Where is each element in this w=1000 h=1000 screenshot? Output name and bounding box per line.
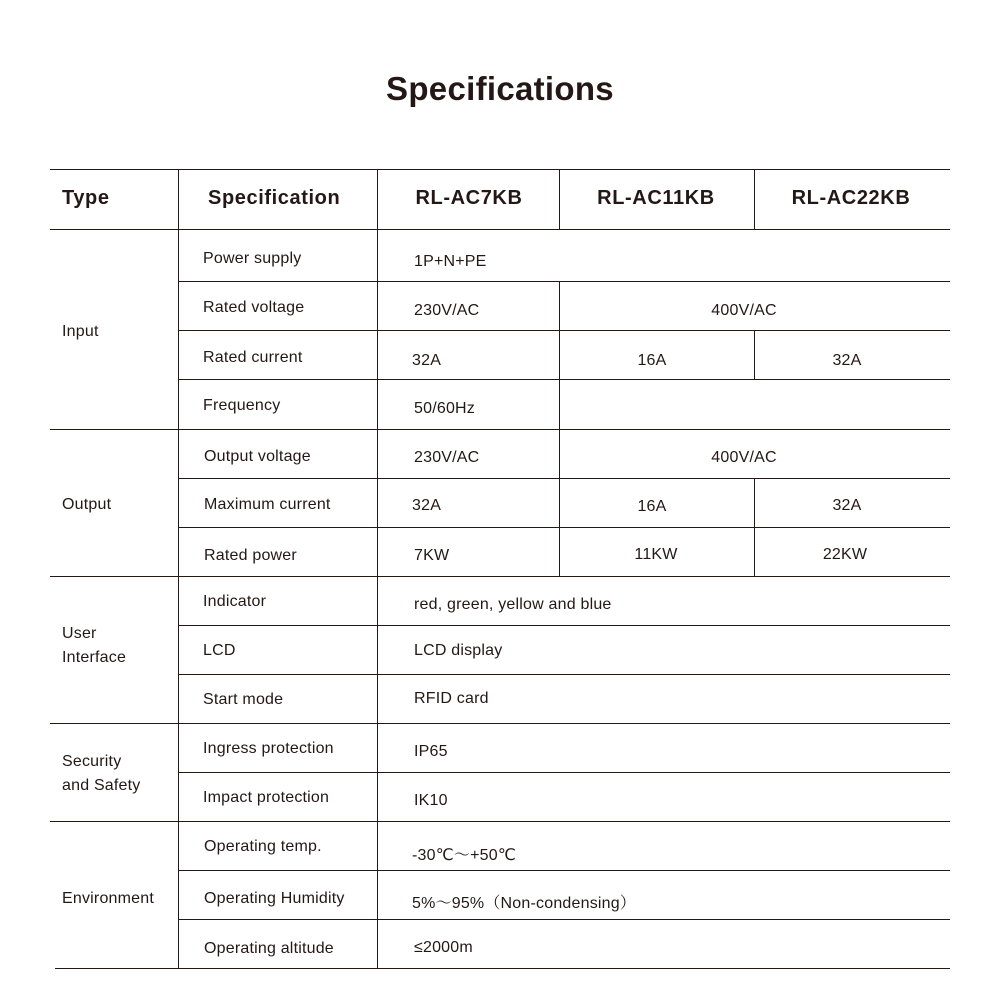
value-operating-humidity: 5%～95%（Non-condensing） [412, 895, 637, 912]
group-divider [50, 429, 950, 430]
value-maximum-current-22kb: 32A [832, 497, 862, 514]
row-divider [178, 772, 950, 773]
row-divider [178, 870, 950, 871]
table-top-border [50, 169, 950, 170]
label-operating-humidity: Operating Humidity [204, 890, 345, 907]
value-ingress-protection: IP65 [414, 743, 448, 760]
value-power-supply: 1P+N+PE [414, 253, 487, 270]
group-user-interface-line-2: Interface [62, 649, 127, 666]
value-rated-current-11kb: 16A [637, 352, 667, 369]
column-divider [754, 330, 755, 379]
label-operating-temp: Operating temp. [204, 838, 322, 855]
row-divider [178, 919, 950, 920]
column-divider [754, 170, 755, 229]
value-operating-temp: -30℃～+50℃ [412, 847, 517, 864]
label-power-supply: Power supply [203, 250, 302, 267]
header-model-rl-ac22kb: RL-AC22KB [791, 187, 911, 209]
label-rated-power: Rated power [204, 547, 297, 564]
value-indicator: red, green, yellow and blue [414, 596, 612, 613]
label-start-mode: Start mode [203, 691, 284, 708]
header-type: Type [62, 187, 110, 209]
value-output-voltage-11-22kb: 400V/AC [711, 449, 777, 466]
group-security-and-safety [62, 750, 141, 798]
label-rated-current: Rated current [203, 349, 303, 366]
group-environment: Environment [62, 890, 155, 907]
label-impact-protection: Impact protection [203, 789, 330, 806]
value-operating-altitude: ≤2000m [414, 939, 473, 956]
value-output-voltage-7kb: 230V/AC [414, 449, 480, 466]
table-bottom-border [55, 968, 950, 969]
value-impact-protection: IK10 [414, 792, 448, 809]
label-ingress-protection: Ingress protection [203, 740, 334, 757]
value-rated-power-11kb: 11KW [634, 546, 678, 563]
value-rated-current-22kb: 32A [832, 352, 862, 369]
value-rated-power-7kb: 7KW [414, 547, 450, 564]
row-divider [178, 674, 950, 675]
row-divider [178, 330, 950, 331]
label-operating-altitude: Operating altitude [204, 940, 334, 957]
header-specification: Specification [208, 187, 341, 209]
row-divider [178, 527, 950, 528]
value-rated-voltage-7kb: 230V/AC [414, 302, 480, 319]
column-divider [178, 170, 179, 968]
value-rated-power-22kb: 22KW [822, 546, 868, 563]
row-divider [178, 281, 950, 282]
value-rated-current-7kb: 32A [412, 352, 442, 369]
label-output-voltage: Output voltage [204, 448, 311, 465]
group-input: Input [62, 323, 99, 340]
page-title: Specifications [386, 70, 614, 107]
label-indicator: Indicator [203, 593, 267, 610]
row-divider [178, 625, 950, 626]
value-maximum-current-11kb: 16A [637, 498, 667, 515]
header-bottom-border [50, 229, 950, 230]
label-frequency: Frequency [203, 397, 281, 414]
group-user-interface-line-1: User [62, 625, 97, 642]
value-lcd: LCD display [414, 642, 503, 659]
row-divider [178, 379, 950, 380]
label-rated-voltage: Rated voltage [203, 299, 305, 316]
column-divider [559, 170, 560, 229]
row-divider [178, 478, 950, 479]
header-model-rl-ac11kb: RL-AC11KB [597, 187, 715, 209]
group-security-line-1: Security [62, 753, 122, 770]
label-maximum-current: Maximum current [204, 496, 331, 513]
value-start-mode: RFID card [414, 690, 489, 707]
group-divider [50, 576, 950, 577]
group-divider [50, 821, 950, 822]
value-frequency: 50/60Hz [414, 400, 475, 417]
group-divider [50, 723, 950, 724]
column-divider [754, 478, 755, 576]
column-divider [377, 170, 378, 968]
column-divider [559, 281, 560, 429]
column-divider [559, 429, 560, 576]
label-lcd: LCD [203, 642, 236, 659]
group-security-line-2: and Safety [62, 777, 141, 794]
value-rated-voltage-11-22kb: 400V/AC [711, 302, 777, 319]
group-user-interface [62, 622, 126, 670]
value-maximum-current-7kb: 32A [412, 497, 442, 514]
header-model-rl-ac7kb: RL-AC7KB [415, 187, 523, 209]
group-output: Output [62, 496, 112, 513]
